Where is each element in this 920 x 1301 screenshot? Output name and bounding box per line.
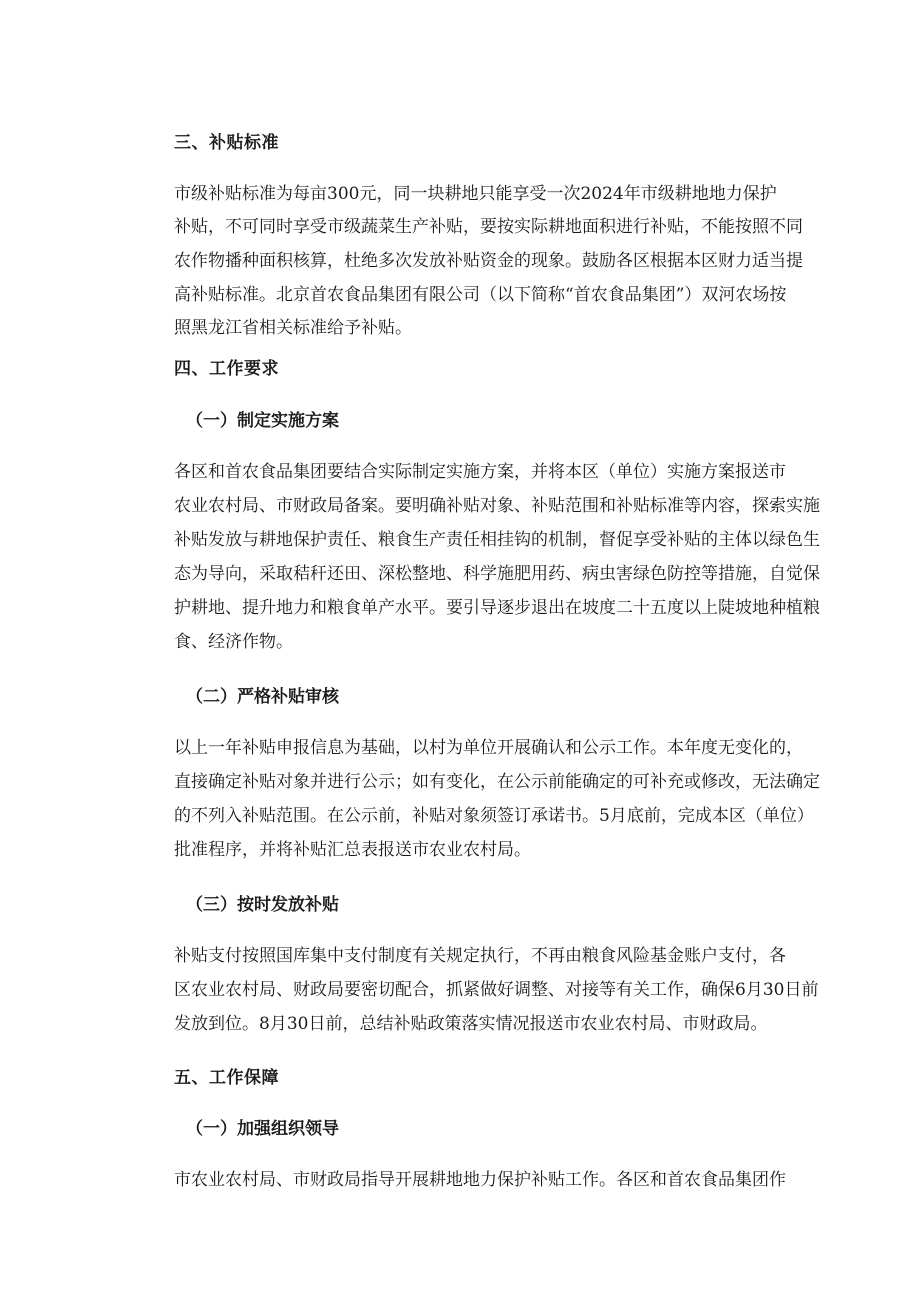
paragraph-line: 农作物播种面积核算，杜绝多次发放补贴资金的现象。鼓励各区根据本区财力适当提: [174, 251, 803, 271]
paragraph-line: 补贴支付按照国库集中支付制度有关规定执行，不再由粮食风险基金账户支付，各: [174, 946, 786, 966]
section-heading: 三、补贴标准: [174, 133, 279, 153]
paragraph-line: 补贴，不可同时享受市级蔬菜生产补贴，要按实际耕地面积进行补贴，不能按照不同: [174, 217, 803, 237]
subsection-title: （一）制定实施方案: [186, 411, 339, 431]
paragraph-line: 市农业农村局、市财政局指导开展耕地地力保护补贴工作。各区和首农食品集团作: [174, 1170, 786, 1190]
subsection-title: （一）加强组织领导: [186, 1119, 339, 1139]
paragraph-line: 补贴发放与耕地保护责任、粮食生产责任相挂钩的机制，督促享受补贴的主体以绿色生: [174, 530, 820, 550]
paragraph-line: 态为导向，采取秸秆还田、深松整地、科学施肥用药、病虫害绿色防控等措施，自觉保: [174, 564, 820, 584]
paragraph-line: 食、经济作物。: [174, 632, 293, 652]
paragraph-line: 以上一年补贴申报信息为基础，以村为单位开展确认和公示工作。本年度无变化的，: [174, 738, 803, 758]
paragraph-line: 高补贴标准。北京首农食品集团有限公司（以下简称“首农食品集团”）双河农场按: [174, 285, 787, 305]
paragraph-line: 直接确定补贴对象并进行公示；如有变化，在公示前能确定的可补充或修改，无法确定: [174, 772, 820, 792]
subsection-title: （二）严格补贴审核: [186, 687, 339, 707]
paragraph-line: 照黑龙江省相关标准给予补贴。: [174, 318, 412, 338]
paragraph-line: 批准程序，并将补贴汇总表报送市农业农村局。: [174, 840, 531, 860]
paragraph-line: 区农业农村局、财政局要密切配合，抓紧做好调整、对接等有关工作，确保6月30日前: [174, 980, 819, 1000]
paragraph-line: 农业农村局、市财政局备案。要明确补贴对象、补贴范围和补贴标准等内容，探索实施: [174, 496, 820, 516]
subsection-title: （三）按时发放补贴: [186, 895, 339, 915]
section-heading: 五、工作保障: [174, 1068, 279, 1088]
paragraph-line: 护耕地、提升地力和粮食单产水平。要引导逐步退出在坡度二十五度以上陡坡地种植粮: [174, 598, 820, 618]
paragraph-line: 发放到位。8月30日前，总结补贴政策落实情况报送市农业农村局、市财政局。: [174, 1014, 768, 1034]
paragraph-line: 市级补贴标准为每亩300元，同一块耕地只能享受一次2024年市级耕地地力保护: [174, 184, 777, 204]
paragraph-line: 各区和首农食品集团要结合实际制定实施方案，并将本区（单位）实施方案报送市: [174, 462, 786, 482]
section-heading: 四、工作要求: [174, 359, 279, 379]
paragraph-line: 的不列入补贴范围。在公示前，补贴对象须签订承诺书。5月底前，完成本区（单位）: [174, 806, 814, 826]
